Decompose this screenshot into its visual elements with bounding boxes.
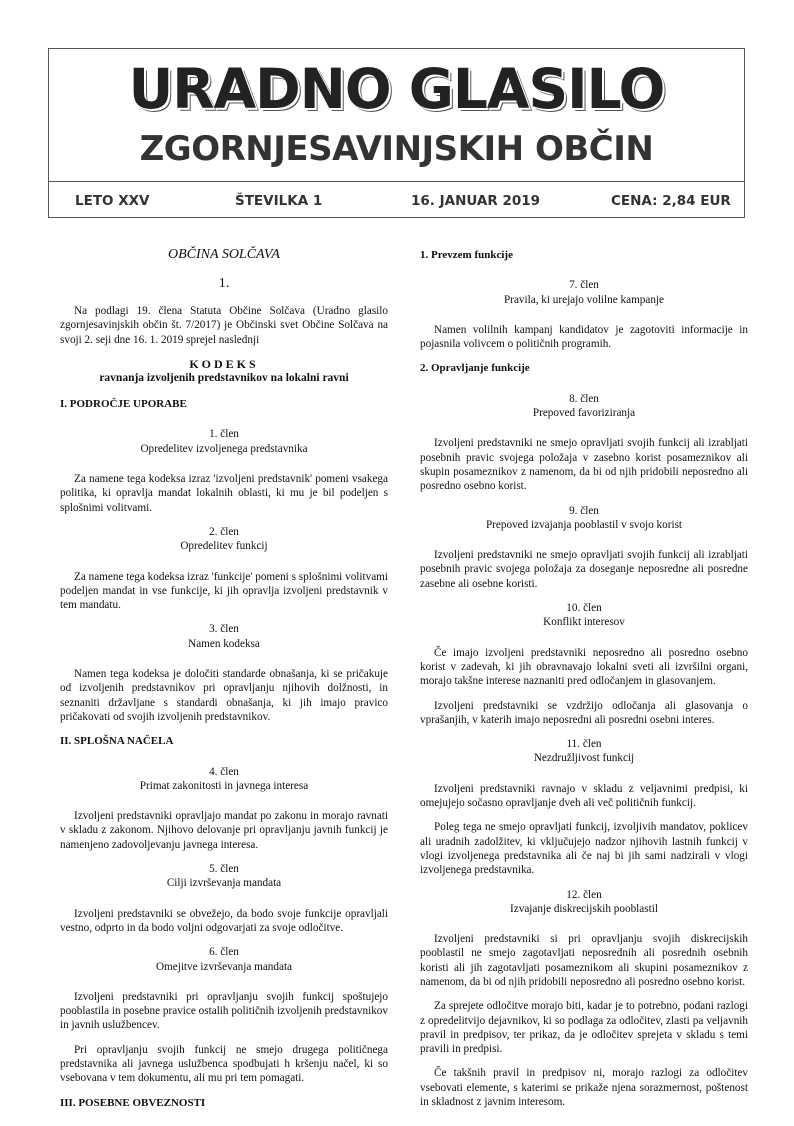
chapter-heading: II. SPLOŠNA NAČELA — [60, 735, 174, 748]
document-number: 1. — [218, 276, 230, 291]
year-label: LETO XXV — [75, 193, 150, 209]
section-heading: 2. Opravljanje funkcije — [420, 362, 530, 375]
price-label: CENA: 2,84 EUR — [611, 193, 731, 209]
article-title: Prepoved favoriziranja — [532, 407, 636, 420]
article-text: Izvoljeni predstavniki se vzdržijo odločanja ali glasovanja o vprašanjih, v katerih imajo neposredni ali posredni osebni interes. — [420, 699, 748, 726]
article-number: 1. člen — [209, 428, 239, 441]
article-text: Namen volilnih kampanj kandidatov je zagotoviti informacije in pojasnila volivcem o političnih programih. — [420, 323, 748, 351]
document-subtitle: ravnanja izvoljenih predstavnikov na lokalni ravni — [99, 371, 349, 384]
left-column — [60, 242, 388, 1126]
article-number: 2. člen — [209, 525, 239, 538]
chapter-heading: I. PODROČJE UPORABE — [60, 398, 187, 411]
article-text: Izvoljeni predstavniki si pri opravljanju svojih diskrecijskih pooblastil ne smejo zagotavljati neposrednih ali posrednih osebnih koristi ali jih zagotavljati posameznikom ali skupini posameznikov z namenom, da bi od njih pridobili neposredno ali posredno osebno korist. — [420, 933, 748, 988]
article-number: 6. člen — [209, 946, 239, 959]
article-text: Izvoljeni predstavniki opravljajo mandat po zakonu in morajo ravnati v skladu z zakonom. Njihovo delovanje pri opravljanju javnih funkcij je namenjeno zadovoljevanju javnega interesa. — [60, 810, 388, 851]
article-number: 7. člen — [569, 279, 599, 292]
publication-subtitle: ZGORNJESAVINJSKIH OBČIN — [139, 129, 654, 169]
article-number: 3. člen — [209, 623, 239, 636]
article-text: Namen tega kodeksa je določiti standarde obnašanja, ki se pričakuje od izvoljenih predstavnikov pri opravljanju njihovih dolžnosti, in seznaniti državljane s standardi obnašanja, ki jih imajo pravico pričakovati od svojih izvoljenih predstavnikov. — [60, 668, 388, 723]
section-heading: 1. Prevzem funkcije — [420, 249, 513, 261]
article-title: Omejitve izvrševanja mandata — [155, 960, 293, 973]
article-text: Če imajo izvoljeni predstavniki neposredno ali posredno osebno korist v zadevah, ki jih obravnavajo lokalni sveti ali izvršilni organi, morajo takšne interese naznaniti pred odločanjem in glasovanjem. — [420, 646, 748, 688]
article-title: Opredelitev izvoljenega predstavnika — [140, 442, 308, 455]
publication-title: URADNO GLASILO — [128, 57, 665, 121]
article-text: Poleg tega ne smejo opravljati funkcij, izvoljivih mandatov, poklicev ali uradnih zadolžitev, ki vključujejo nadzor njihovih lastnih funkcij v vlogi izvoljenega predstavnika ali če naj bi jih sami nadzirali v vlogi izvoljenega predstavnika. — [420, 821, 748, 877]
article-number: 10. člen — [566, 602, 602, 615]
masthead — [48, 48, 745, 218]
article-text: Izvoljeni predstavniki ne smejo opravljati svojih funkcij ali izrabljati posebnih pravic svojega položaja v zasebno korist posameznikov ali skupin posameznikov z namenom, da bi od njih pridobili neposredno ali posredno osebno korist. — [420, 437, 748, 493]
article-number: 5. člen — [209, 863, 239, 876]
article-title: Nezdružljivost funkcij — [533, 752, 635, 765]
article-number: 11. člen — [566, 738, 602, 751]
article-text: Izvoljeni predstavniki se obvežejo, da bodo svoje funkcije opravljali vestno, odprto in da bodo voljni odgovarjati za svoje odločitve. — [60, 907, 388, 934]
municipality-heading: OBČINA SOLČAVA — [168, 247, 280, 262]
article-text: Izvoljeni predstavniki ravnajo v skladu z veljavnimi predpisi, ki omejujejo sočasno opravljanje dveh ali več političnih funkcij. — [420, 782, 748, 810]
article-text: Za sprejete odločitve morajo biti, kadar je to potrebno, podani razlogi z opredelitvijo dejavnikov, ki so podlaga za odločitev, zlasti pa veljavnih pravil in predpisov, ter prikaz, da je odločitev sprejeta v skladu s temi pravili in predpisi. — [420, 1000, 748, 1056]
issue-label: ŠTEVILKA 1 — [235, 193, 323, 209]
article-title: Pravila, ki urejajo volilne kampanje — [504, 293, 664, 306]
article-text: Pri opravljanju svojih funkcij ne smejo drugega političnega predstavnika ali javnega uslužbenca spodbujati h kršenju načel, ki so vsebovana v tem dokumentu, ali mu pri tem pomagati. — [60, 1043, 388, 1085]
chapter-heading: III. POSEBNE OBVEZNOSTI — [60, 1096, 206, 1109]
article-text: Izvoljeni predstavniki pri opravljanju svojih funkcij spoštujejo pooblastila in posebne pravice ostalih političnih izvoljenih predstavnikov in javnih uslužbencev. — [60, 990, 388, 1032]
masthead-divider — [49, 181, 744, 182]
intro-paragraph: Na podlagi 19. člena Statuta Občine Solčava (Uradno glasilo zgornjesavinjskih občin št. 7/2017) je Občinski svet Občine Solčava na svoji 2. seji dne 16. 1. 2019 sprejel naslednji — [60, 305, 388, 346]
article-number: 12. člen — [566, 888, 602, 901]
article-title: Namen kodeksa — [188, 637, 260, 650]
article-title: Prepoved izvajanja pooblastil v svojo korist — [485, 518, 683, 531]
right-column — [420, 242, 748, 1119]
article-number: 9. člen — [569, 504, 599, 517]
article-text: Izvoljeni predstavniki ne smejo opravljati svojih funkcij ali izrabljati posebnih pravic svojega položaja za doseganje neposredne ali posredne zasebne ali osebne koristi. — [420, 549, 748, 590]
article-number: 8. člen — [569, 392, 599, 405]
document-title: KODEKS — [189, 356, 259, 371]
article-title: Opredelitev funkcij — [180, 540, 268, 553]
article-title: Konflikt interesov — [543, 616, 625, 629]
article-title: Primat zakonitosti in javnega interesa — [139, 779, 309, 792]
article-text: Za namene tega kodeksa izraz 'izvoljeni predstavnik' pomeni vsakega politika, ki opravlja mandat lokalnih oblasti, ki mu je bil podeljen s splošnimi volitvami. — [60, 473, 388, 514]
article-text: Če takšnih pravil in predpisov ni, morajo razlogi za odločitev vsebovati elemente, s katerimi se prikaže njena sorazmernost, poštenost in skladnost z javnim interesom. — [420, 1067, 748, 1109]
article-title: Izvajanje diskrecijskih pooblastil — [510, 902, 658, 915]
date-label: 16. JANUAR 2019 — [411, 193, 541, 209]
article-text: Za namene tega kodeksa izraz 'funkcije' pomeni s splošnimi volitvami podeljen mandat in vse funkcije, ki jih opravlja izvoljeni predstavnik v tem mandatu. — [60, 570, 388, 612]
article-number: 4. člen — [209, 765, 239, 778]
article-title: Cilji izvrševanja mandata — [166, 877, 282, 890]
